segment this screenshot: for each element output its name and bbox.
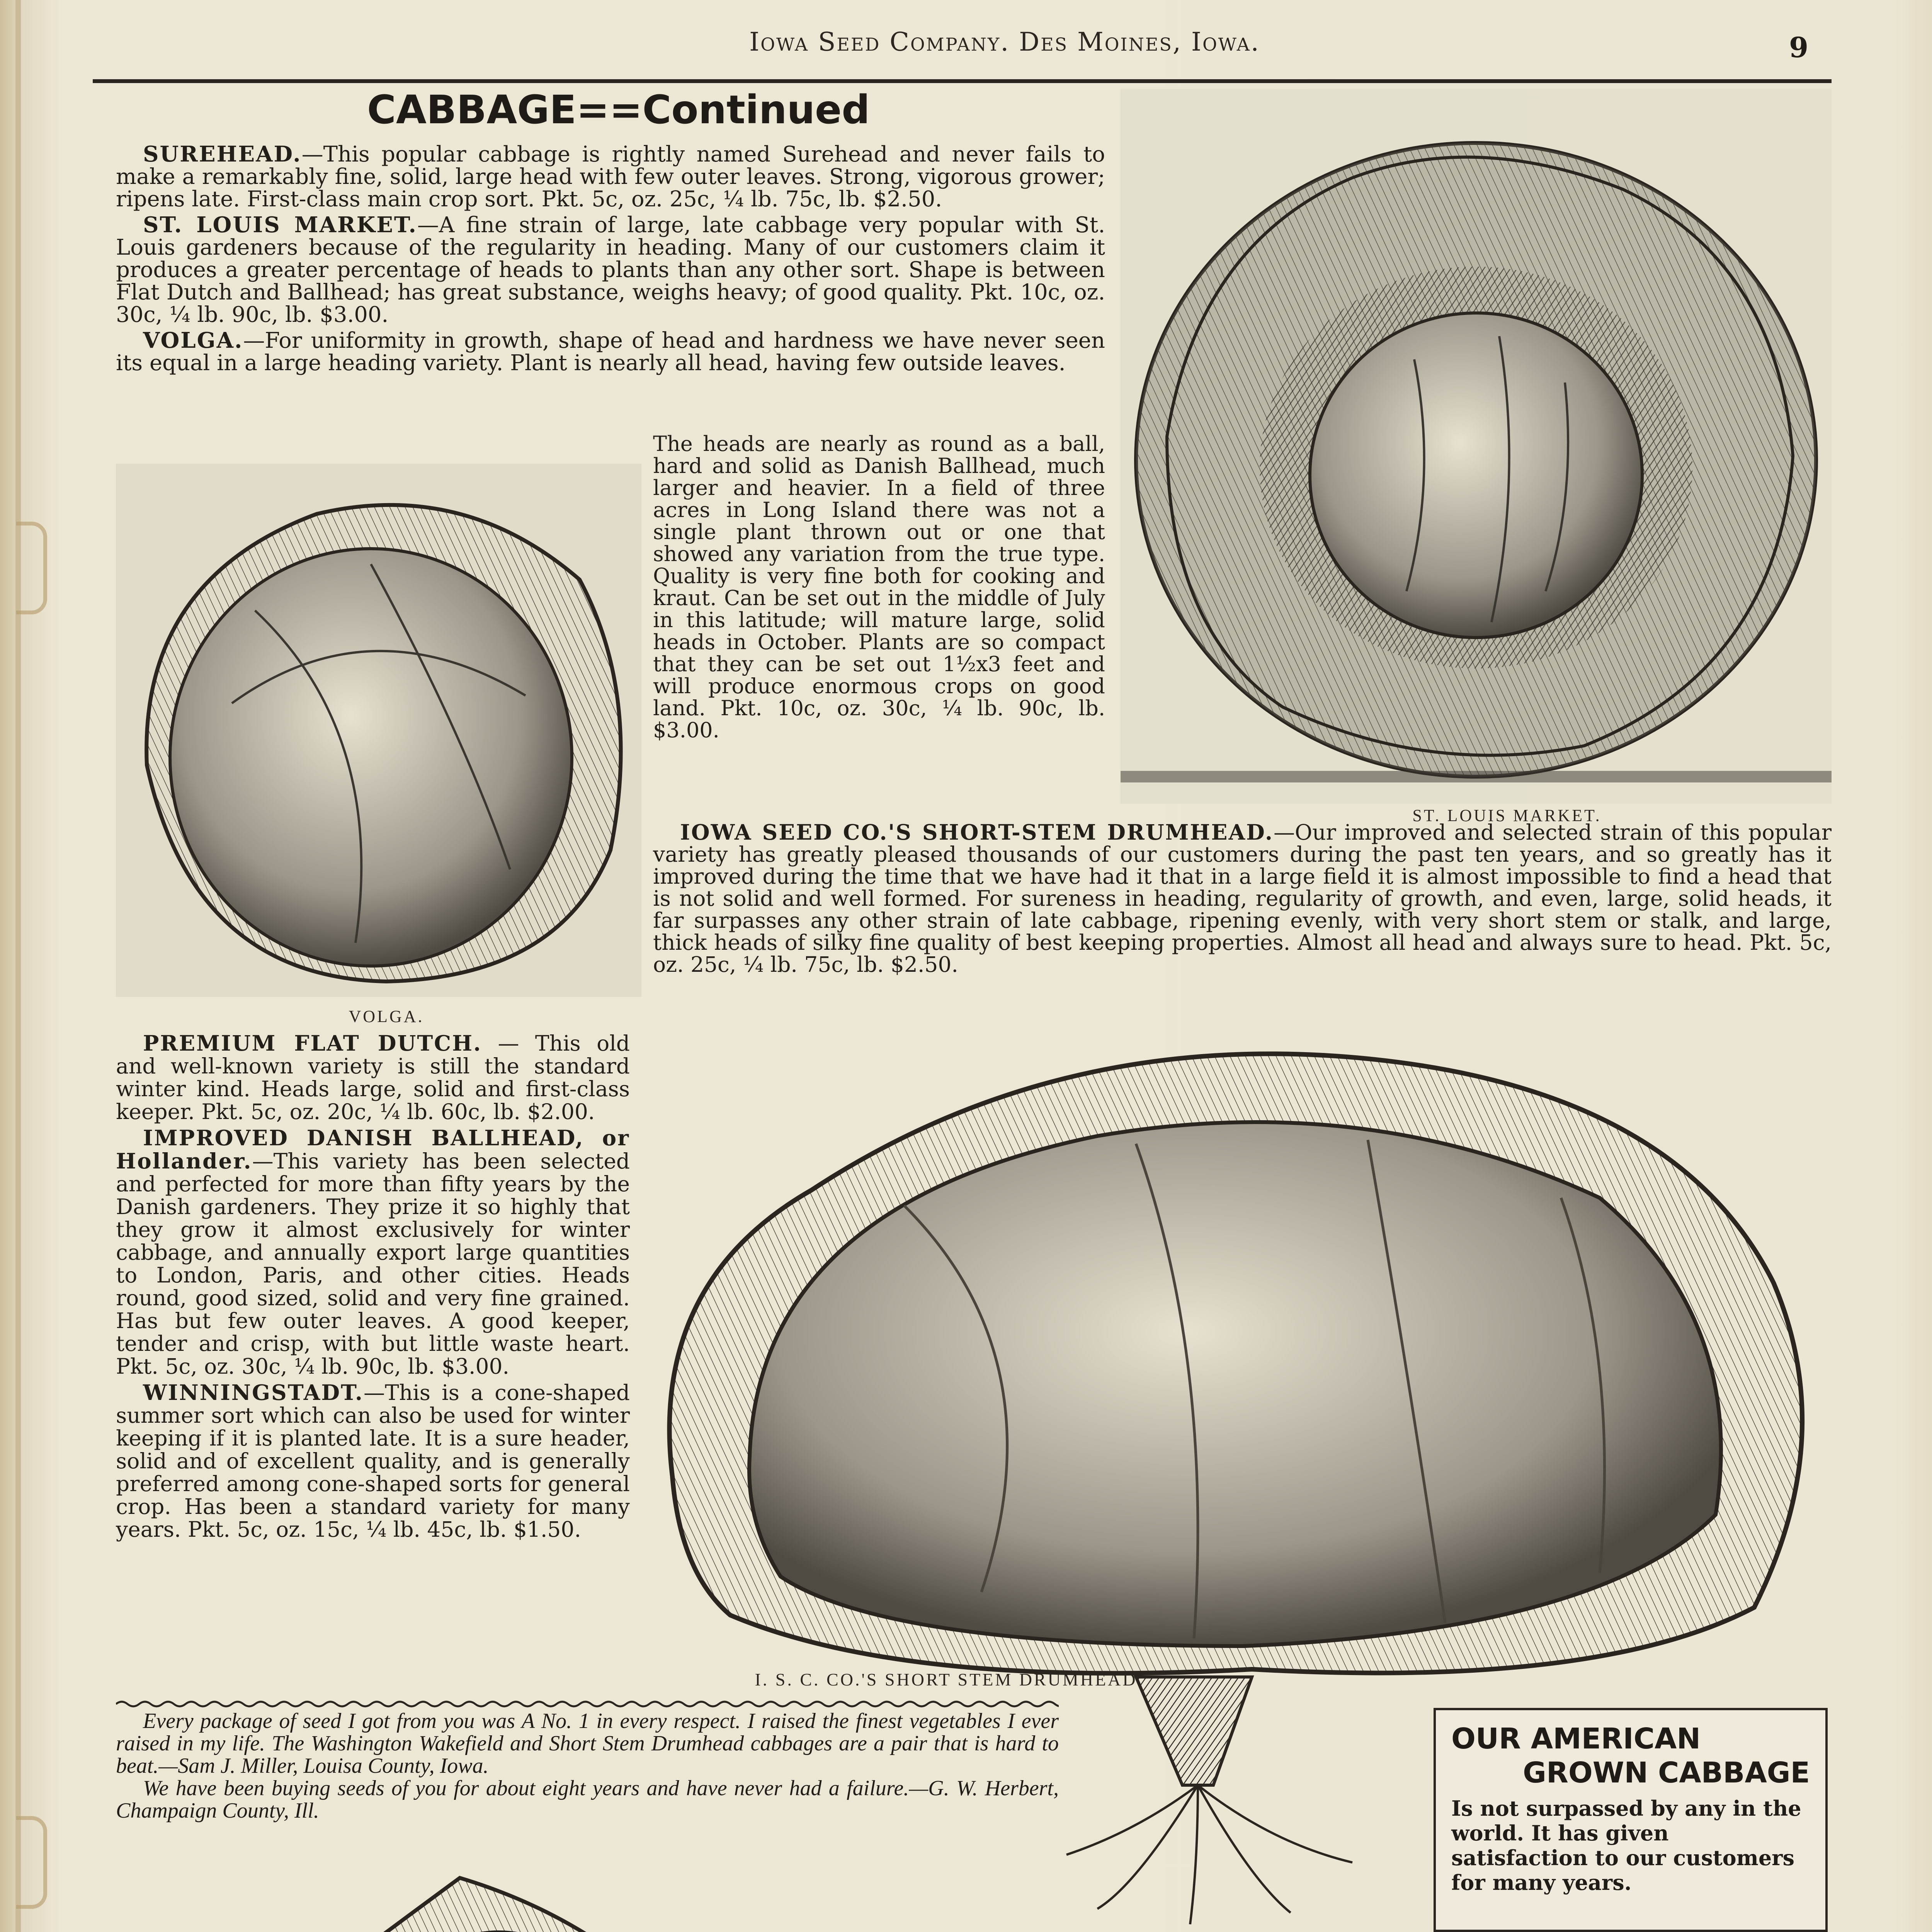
promo-heading-1: OUR AMERICAN [1451, 1722, 1701, 1755]
entry-winningstadt [116, 1381, 630, 1541]
text-block-top [116, 143, 1105, 378]
caption-drumhead: I. S. C. CO.'S SHORT STEM DRUMHEAD. [755, 1670, 1144, 1689]
text-block-short-stem [653, 821, 1832, 979]
winningstadt-text: —This is a cone-shaped summer sort which can also be used for winter keeping if it is planted late. It is a sure header, solid and of excellent quality, and is generally preferred among cone-shaped sorts for general crop. Has been a standard variety for many years. Pkt. 5c, oz. 15c, ¼ lb. 45c, lb. $1.50. [116, 1380, 630, 1542]
volga-continued: The heads are nearly as round as a ball, hard and solid as Danish Ballhead, much larger and heavier. In a field of three acres in Long Island there was not a single plant thrown out or one that showed any variation from the true type. Quality is very fine both for cooking and kraut. Can be set out in the middle of July in this latitude; will mature large, solid heads in October. Plants are so compact that they can be set out 1½x3 feet and will produce enormous crops on good land. Pkt. 10c, oz. 30c, ¼ lb. 90c, lb. $3.00. [653, 432, 1105, 742]
running-head: Iowa Seed Company. Des Moines, Iowa. [749, 27, 1260, 57]
text-block-left-column [116, 1032, 630, 1544]
volga-illustration [116, 464, 641, 997]
st-louis-market-illustration [1121, 89, 1832, 804]
short-stem-text: —Our improved and selected strain of this popular variety has greatly pleased thousands of our customers during the past ten years, and so greatly has it improved during the time that we have had it that in a large field it is almost impossible to find a head that is not solid and well formed. For sureness in heading, regularity of growth, and even, large, solid heads, it far surpasses any other strain of late cabbage, ripening evenly, with very short stem or stalk, and large, thick heads of silky fine quality of best keeping properties. Almost all head and always sure to head. Pkt. 5c, oz. 25c, ¼ lb. 75c, lb. $2.50. [653, 820, 1832, 977]
entry-st-louis [116, 214, 1105, 326]
wavy-divider [116, 1698, 1059, 1710]
promo-heading-2: GROWN CABBAGE [1523, 1756, 1810, 1789]
zenith-red-illustration [112, 1847, 800, 1932]
entry-premium [116, 1032, 630, 1123]
st-louis-name: ST. LOUIS MARKET. [143, 212, 417, 238]
section-title: CABBAGE==Continued [367, 87, 870, 133]
promo-box [1434, 1708, 1828, 1932]
caption-volga: VOLGA. [349, 1007, 424, 1026]
danish-text: —This variety has been selected and perfected for more than fifty years by the Danish gardeners. They prize it so highly that they grow it almost exclusively for winter cabbage, and annually export large quantities to London, Paris, and other cities. Heads round, good sized, solid and very fine grained. Has but few outer leaves. A good keeper, tender and crisp, with but little waste heart. Pkt. 5c, oz. 30c, ¼ lb. 90c, lb. $3.00. [116, 1149, 630, 1379]
winningstadt-name: WINNINGSTADT. [143, 1380, 364, 1405]
volga-name: VOLGA. [143, 328, 243, 353]
entry-volga [116, 329, 1105, 374]
caption-st-louis: ST. LOUIS MARKET. [1412, 806, 1602, 825]
header-rule [93, 79, 1832, 83]
promo-text: Is not surpassed by any in the world. It has given satisfaction to our customers for many years. [1451, 1796, 1801, 1895]
binding-ring-bottom [16, 1816, 47, 1909]
short-stem-name: IOWA SEED CO.'S SHORT-STEM DRUMHEAD. [680, 820, 1274, 845]
premium-name: PREMIUM FLAT DUTCH. [143, 1031, 482, 1056]
binding-shadow [15, 0, 21, 1932]
text-block-volga-continued [653, 433, 1105, 744]
surehead-text: —This popular cabbage is rightly named Surehead and never fails to make a remarkably fine, solid, large head with few outer leaves. Strong, vigorous grower; ripens late. First-class main crop sort. Pkt. 5c, oz. 25c, ¼ lb. 75c, lb. $2.50. [116, 142, 1105, 212]
premium-text: — This old and well-known variety is still the standard winter kind. Heads large, solid and first-class keeper. Pkt. 5c, oz. 20c, ¼ lb. 60c, lb. $2.00. [116, 1031, 630, 1124]
testimonial-1: Every package of seed I got from you was A No. 1 in every respect. I raised the finest vegetables I ever raised in my life. The Washington Wakefield and Short Stem Drumhead cabbages are a pair that is hard to beat.—Sam J. Miller, Louisa County, Iowa. [116, 1709, 1059, 1778]
testimonial-2: We have been buying seeds of you for about eight years and have never had a failure.—G. W. Herbert, Champaign County, Ill. [116, 1776, 1059, 1823]
volga-text: —For uniformity in growth, shape of head and hardness we have never seen its equal in a large heading variety. Plant is nearly all head, having few outside leaves. [116, 328, 1105, 376]
binding-ring-top [16, 522, 47, 614]
entry-surehead [116, 143, 1105, 211]
page-number: 9 [1789, 31, 1809, 64]
entry-danish [116, 1126, 630, 1378]
entry-short-stem [653, 821, 1832, 976]
danish-name: IMPROVED DANISH BALLHEAD, or Hollander. [116, 1125, 630, 1173]
testimonials [116, 1710, 1059, 1822]
st-louis-text: —A fine strain of large, late cabbage very popular with St. Louis gardeners because of the regularity in heading. Many of our customers claim it produces a greater percentage of heads to plants than any other sort. Shape is between Flat Dutch and Ballhead; has great substance, weighs heavy; of good quality. Pkt. 10c, oz. 30c, ¼ lb. 90c, lb. $3.00. [116, 213, 1105, 327]
surehead-name: SUREHEAD. [143, 141, 302, 167]
